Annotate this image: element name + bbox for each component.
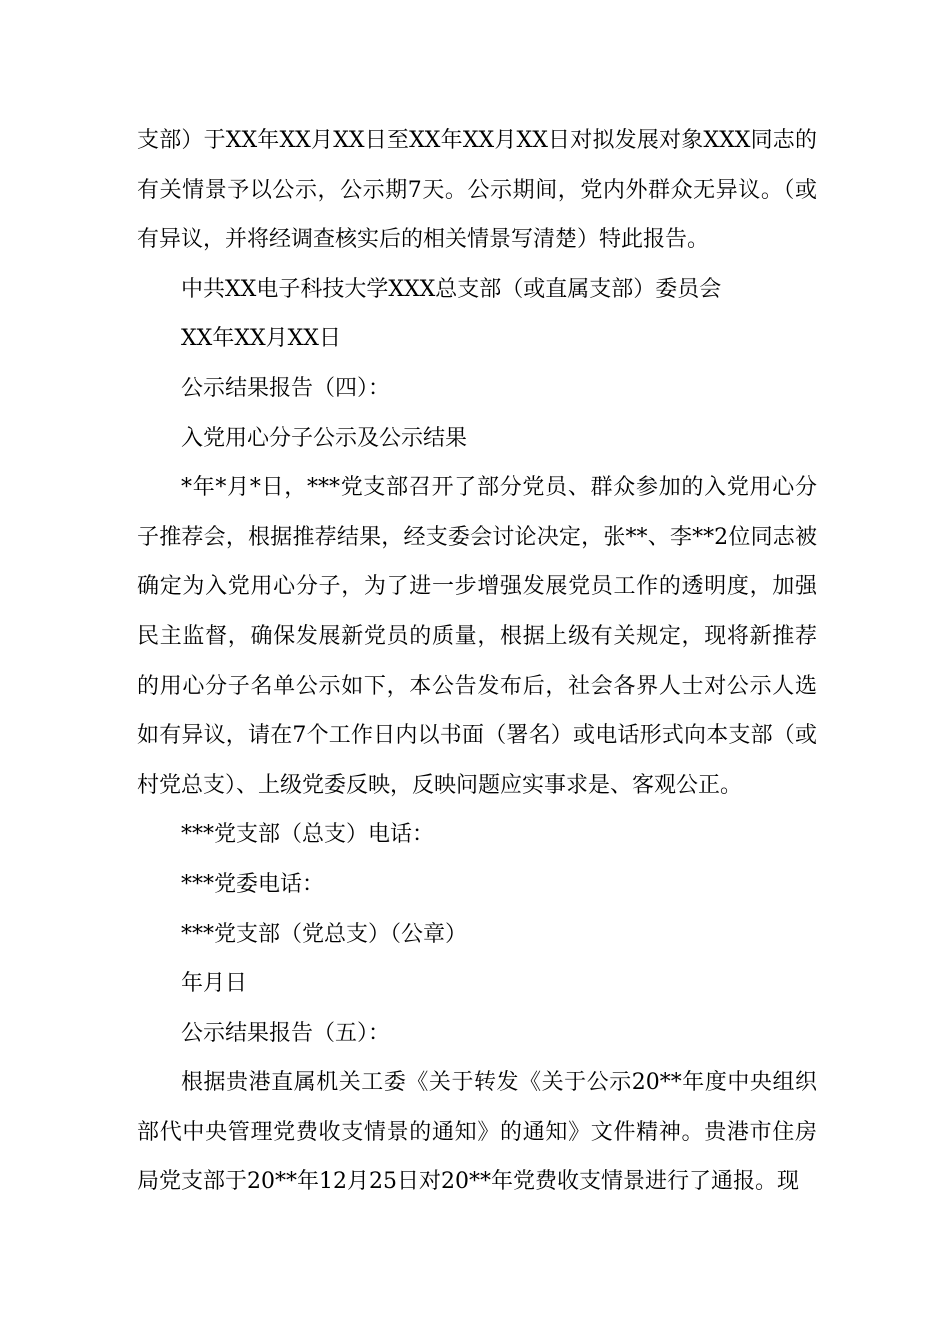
paragraph-committee-signature: 中共XX电子科技大学XXX总支部（或直属支部）委员会 <box>181 276 722 302</box>
paragraph-announcement-body: *年*月*日，***党支部召开了部分党员、群众参加的入党用心分子推荐会，根据推荐结果，经支委会讨论决定，张**、李**2位同志被确定为入党用心分子，为了进一步增强发展党员工作的透明度，加强民主监督，确保发展新党员的质量，根据上级有关规定，现将新推荐的用心分子名单公示如下，本公告发布后，社会各界人士对公示人选如有异议，请在7个工作日内以书面（署名）或电话形式向本支部（或村党总支）、上级党委反映，反映问题应实事求是、客观公正。 <box>137 475 817 798</box>
paragraph-committee-phone: ***党委电话： <box>181 871 325 897</box>
paragraph-date-blank: 年月日 <box>181 971 248 997</box>
paragraph-continuation: 支部）于XX年XX月XX日至XX年XX月XX日对拟发展对象XXX同志的有关情景予以公示，公示期7天。公示期间，党内外群众无异议。（或有异议，并将经调查核实后的相关情景写清楚）特此报告。 <box>137 128 817 253</box>
section-subheading: 入党用心分子公示及公示结果 <box>181 425 468 451</box>
paragraph-seal: ***党支部（党总支）（公章） <box>181 921 468 947</box>
document-body <box>137 116 817 1207</box>
paragraph-branch-phone: ***党支部（总支）电话： <box>181 822 435 848</box>
paragraph-date: XX年XX月XX日 <box>181 326 341 352</box>
paragraph-report-five-body: 根据贵港直属机关工委《关于转发《关于公示20**年度中央组织部代中央管理党费收支情景的通知》的通知》文件精神。贵港市住房局党支部于20**年12月25日对20**年党费收支情景进行了通报。现 <box>137 1070 817 1195</box>
section-heading-report-five: 公示结果报告（五）： <box>181 1020 391 1046</box>
section-heading-report-four: 公示结果报告（四）： <box>181 375 391 401</box>
